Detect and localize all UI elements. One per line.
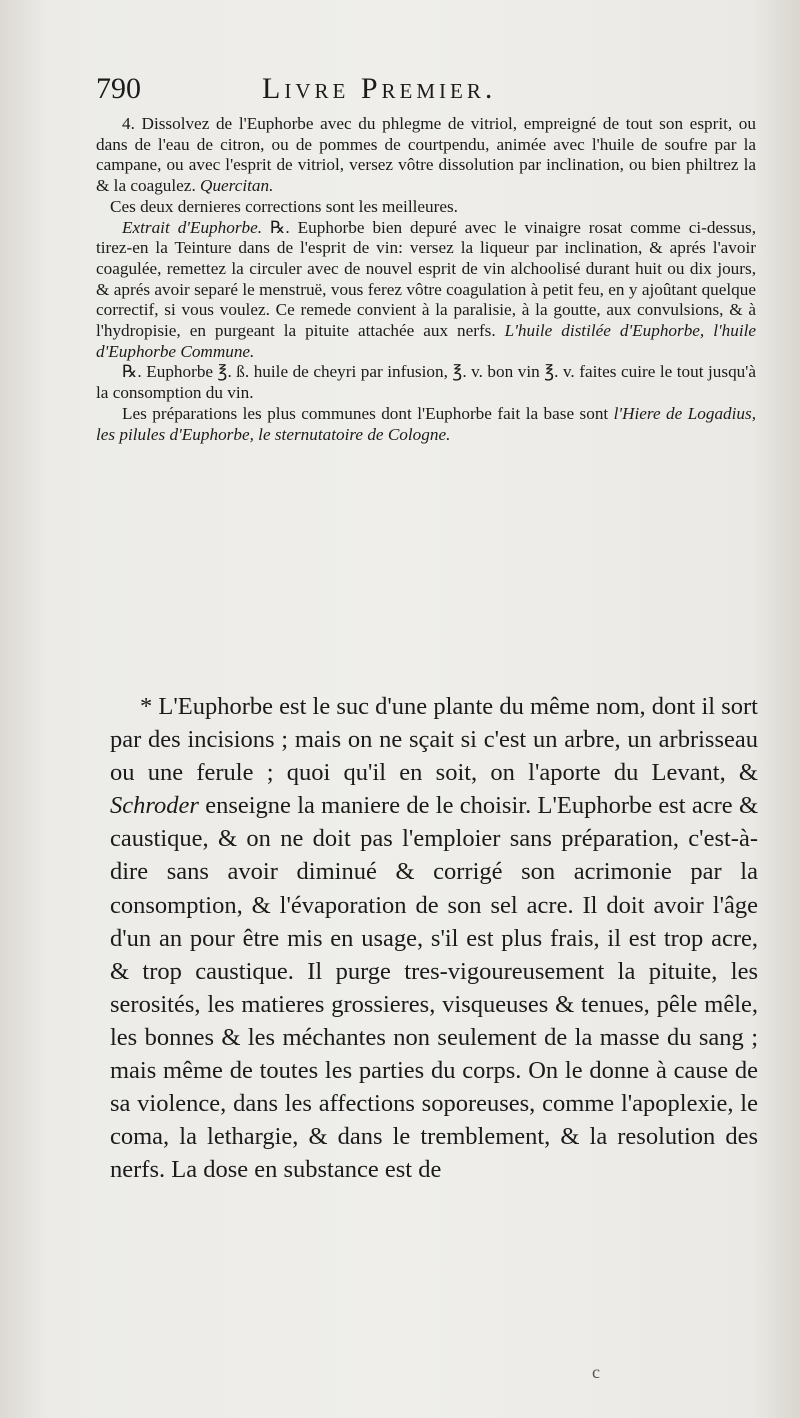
paragraph-dissolution <box>96 114 756 197</box>
paragraph-text: enseigne la maniere de le choisir. L'Euphorbe est acre & caustique, & on ne doit pas l'emploier sans préparation, c'est-à-dire sans avoir diminué & corrigé son acrimonie par la consomption, & l'évaporation de son sel acre. Il doit avoir l'âge d'un an pour être mis en usage, s'il est plus frais, il est trop acre, & trop caustique. Il purge tres-vigoureusement la pituite, les serosités, les matieres grossieres, visqueuses & tenues, pêle mêle, les bonnes & les méchantes non seulement de la masse du sang ; mais même de toutes les parties du corps. On le donne à cause de sa violence, dans les affections soporeuses, comme l'apoplexie, le coma, la lethargie, & dans le tremblement, & la resolution des nerfs. La dose en substance est de <box>110 792 759 1184</box>
bottom-mark: c <box>592 1362 600 1382</box>
italic-tail: L'huile distilée d'Euphorbe, l'huile d'Euphorbe Commune. <box>96 321 757 361</box>
large-print-section <box>110 690 758 1186</box>
paragraph-text: ℞. Euphorbe bien depuré avec le vinaigre rosat comme ci-dessus, tirez-en la Teinture dans de l'esprit de vin: versez la liqueur par inclination, & aprés l'avoir coagulée, remettez la circuler avec de nouvel esprit de vin alchoolisé durant huit ou dix jours, & aprés avoir separé le menstruë, vous ferez vôtre coagulation à petit feu, en y ajoûtant quelque correctif, si vous voulez. Ce remede convient à la paralisie, à la goutte, aux convulsions, & à l'hydropisie, en purgeant la pituite attachée aux nerfs. <box>96 217 756 341</box>
section-title: Extrait d'Euphorbe. <box>122 217 263 237</box>
paragraph-corrections: Ces deux dernieres corrections sont les meilleures. <box>110 196 458 216</box>
author-citation: Quercitan. <box>200 176 274 196</box>
paragraph-extract <box>96 218 756 363</box>
author-name: Schroder <box>110 792 199 820</box>
page-number: 790 <box>96 72 141 105</box>
paragraph-preparations <box>96 404 756 445</box>
paragraph-text: * L'Euphorbe est le suc d'une plante du même nom, dont il sort par des incisions ; mais on ne sçait si c'est un arbre, un arbrisseau ou une ferule ; quoi qu'il en soit, on l'aporte du Levant, & <box>110 693 758 787</box>
paragraph-euphorbe-description <box>110 690 758 1186</box>
paragraph-recipe: ℞. Euphorbe ℥. ß. huile de cheyri par infusion, ℥. v. bon vin ℥. v. faites cuire le tout jusqu'à la consomption du vin. <box>96 362 756 403</box>
page-header <box>96 72 756 112</box>
italic-tail: l'Hiere de Logadius, les pilules d'Euphorbe, le sternutatoire de Cologne. <box>96 403 757 444</box>
paragraph-text: 4. Dissolvez de l'Euphorbe avec du phlegme de vitriol, empreigné de tout son esprit, ou dans de l'eau de citron, ou de pommes de courtpendu, animée avec l'huile de soufre par la campane, ou avec l'esprit de vitriol, versez vôtre dissolution par inclination, ou bien philtrez la & la coagulez. <box>96 114 756 196</box>
small-print-section <box>96 114 756 445</box>
paragraph-text: Les préparations les plus communes dont l'Euphorbe fait la base sont <box>122 403 609 423</box>
running-title: Livre Premier. <box>262 72 497 105</box>
